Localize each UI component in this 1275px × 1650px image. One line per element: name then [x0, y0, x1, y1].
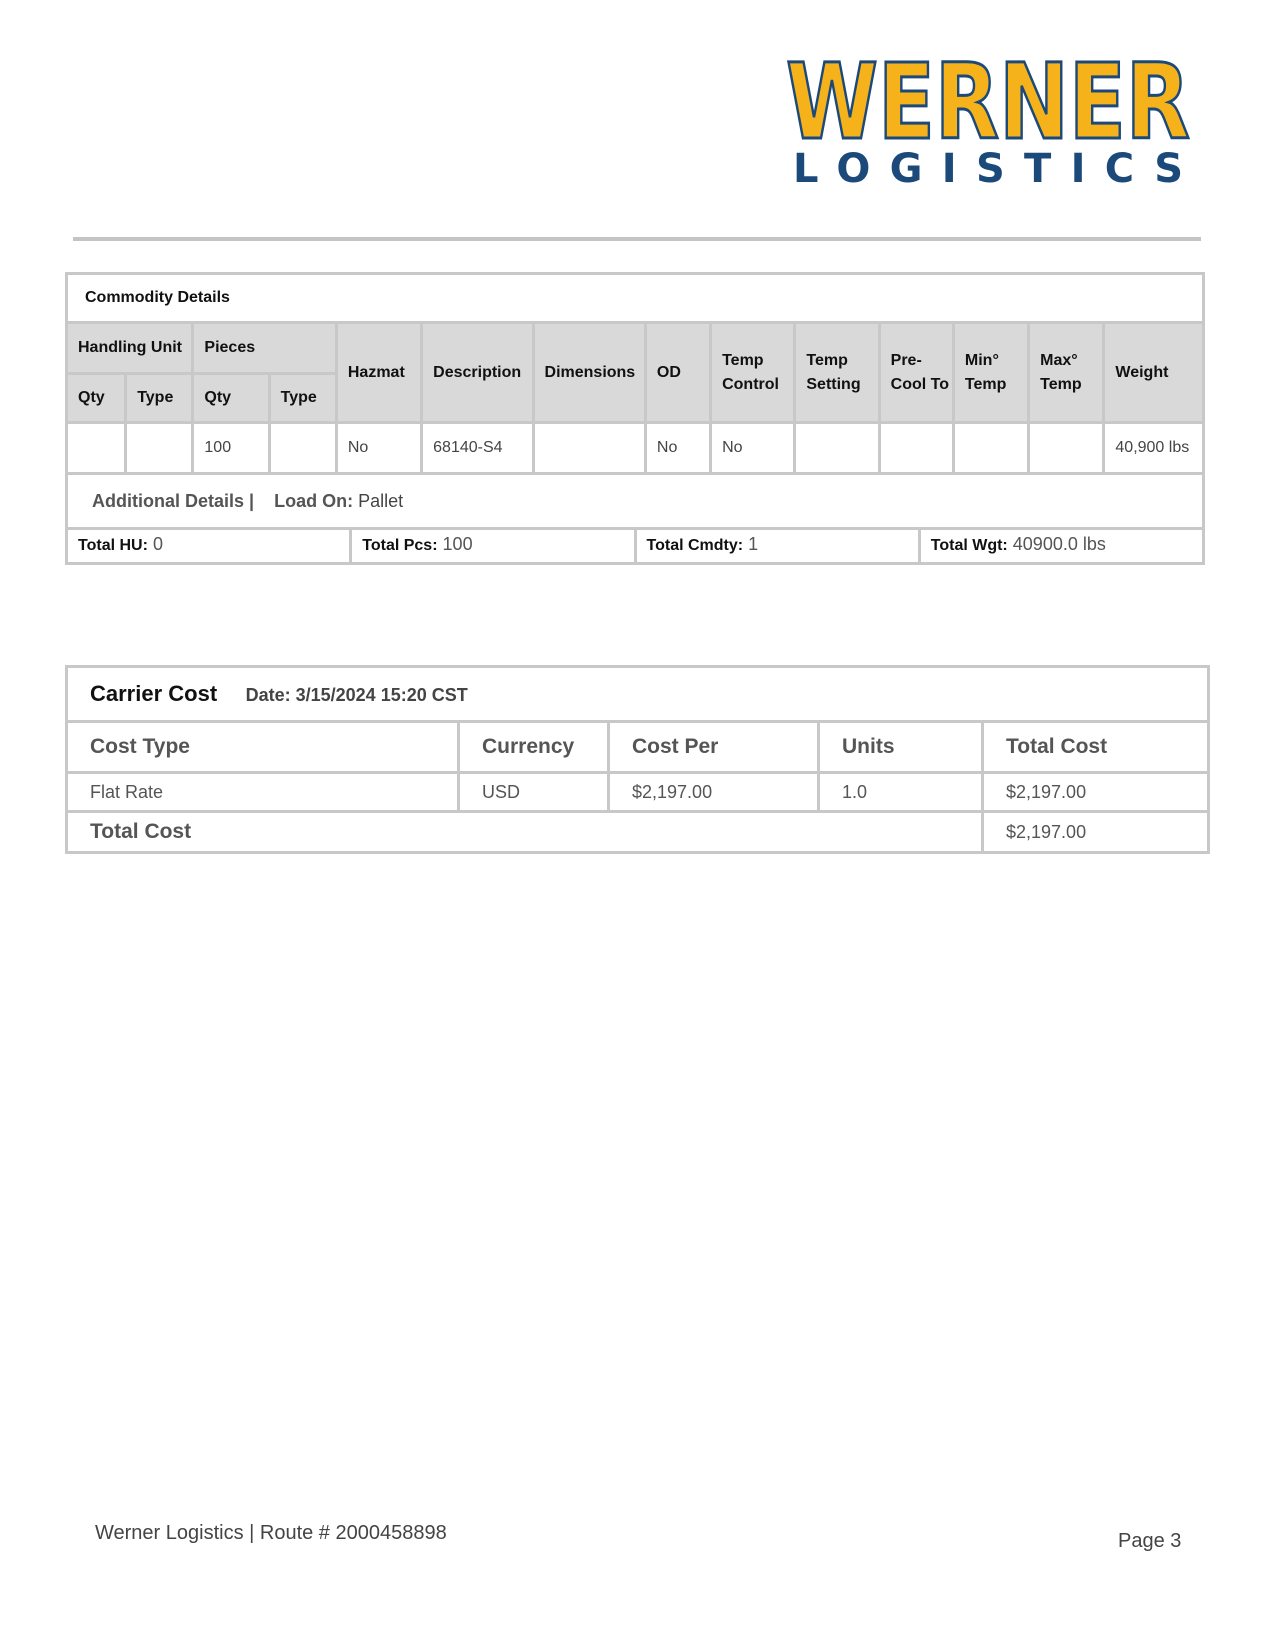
max-temp-cell: [1029, 423, 1104, 474]
additional-details: [67, 474, 1204, 529]
pcs-type-cell: [269, 423, 336, 474]
carrier-cost-table: [65, 665, 1210, 854]
dimensions-header: Dimensions: [533, 323, 645, 423]
total-pcs: Total Pcs: 100: [352, 530, 636, 562]
carrier-cost-date: Date: 3/15/2024 15:20 CST: [245, 685, 468, 705]
header-divider: [73, 237, 1201, 241]
additional-details-label: Additional Details |: [92, 490, 255, 511]
total-cost-header: Total Cost: [983, 722, 1209, 773]
units-cell: 1.0: [819, 773, 983, 812]
footer-route: Werner Logistics | Route # 2000458898: [95, 1522, 447, 1544]
temp-control-cell: No: [711, 423, 795, 474]
total-hu: Total HU: 0: [68, 530, 352, 562]
pieces-header: Pieces: [193, 323, 336, 374]
commodity-row: [67, 423, 1204, 474]
hazmat-cell: No: [336, 423, 421, 474]
description-cell: 68140-S4: [422, 423, 533, 474]
logo-brand-text: WERNER: [786, 41, 1190, 163]
hu-type-cell: [126, 423, 193, 474]
hu-type-header: Type: [126, 374, 193, 423]
werner-logistics-logo: [778, 40, 1198, 190]
pre-cool-to-cell: [879, 423, 953, 474]
temp-setting-header: Temp Setting: [795, 323, 879, 423]
total-cmdty: Total Cmdty: 1: [637, 530, 921, 562]
commodity-details-table: [65, 272, 1205, 565]
hu-qty-header: Qty: [67, 374, 126, 423]
load-on-label: Load On:: [274, 490, 354, 511]
pre-cool-to-header: Pre-Cool To: [879, 323, 953, 423]
temp-setting-cell: [795, 423, 879, 474]
commodity-totals: [67, 529, 1204, 564]
description-header: Description: [422, 323, 533, 423]
total-cost-label: Total Cost: [67, 812, 983, 853]
currency-header: Currency: [459, 722, 609, 773]
currency-cell: USD: [459, 773, 609, 812]
handling-unit-header: Handling Unit: [67, 323, 193, 374]
commodity-details-title: Commodity Details: [67, 274, 1204, 323]
pcs-type-header: Type: [269, 374, 336, 423]
carrier-cost-header: [67, 667, 1209, 722]
weight-cell: 40,900 lbs: [1104, 423, 1204, 474]
page-number: Page 3: [1118, 1530, 1182, 1552]
temp-control-header: Temp Control: [711, 323, 795, 423]
cost-per-header: Cost Per: [609, 722, 819, 773]
min-temp-header: Min° Temp: [953, 323, 1028, 423]
min-temp-cell: [953, 423, 1028, 474]
cost-type-cell: Flat Rate: [67, 773, 459, 812]
cost-row: [67, 773, 1209, 812]
od-cell: No: [645, 423, 710, 474]
logo-sub-text: LOGISTICS: [793, 146, 1183, 190]
max-temp-header: Max° Temp: [1029, 323, 1104, 423]
od-header: OD: [645, 323, 710, 423]
total-wgt: Total Wgt: 40900.0 lbs: [930, 534, 1106, 554]
hazmat-header: Hazmat: [336, 323, 421, 423]
total-cost-cell: $2,197.00: [983, 773, 1209, 812]
pcs-qty-header: Qty: [193, 374, 269, 423]
dimensions-cell: [533, 423, 645, 474]
load-on-value: Pallet: [358, 490, 404, 511]
carrier-cost-title: Carrier Cost: [90, 681, 218, 706]
hu-qty-cell: [67, 423, 126, 474]
cost-per-cell: $2,197.00: [609, 773, 819, 812]
total-cost-value: $2,197.00: [983, 812, 1209, 853]
weight-header: Weight: [1104, 323, 1204, 423]
units-header: Units: [819, 722, 983, 773]
pcs-qty-cell: 100: [193, 423, 269, 474]
cost-type-header: Cost Type: [67, 722, 459, 773]
